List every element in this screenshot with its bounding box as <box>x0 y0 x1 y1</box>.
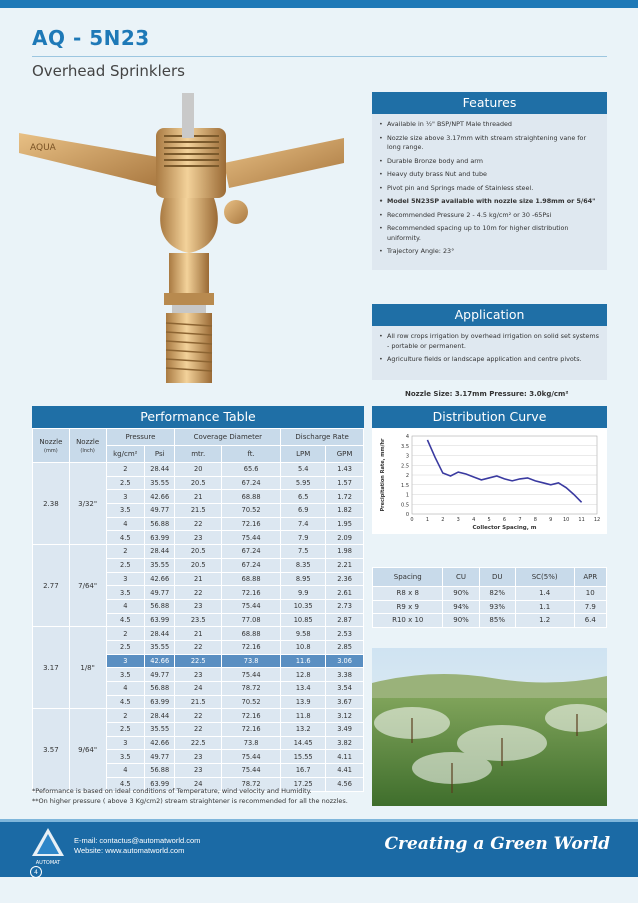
performance-cell: 72.16 <box>222 709 281 723</box>
performance-cell: 22 <box>175 586 222 600</box>
page-number: 4 <box>30 866 42 878</box>
performance-cell: 10.8 <box>281 640 326 654</box>
performance-cell: 67.24 <box>222 476 281 490</box>
performance-cell: 1.72 <box>326 490 364 504</box>
performance-cell: 3.12 <box>326 709 364 723</box>
performance-cell: 2.61 <box>326 586 364 600</box>
performance-cell: 70.52 <box>222 695 281 709</box>
performance-cell: 4.5 <box>106 777 145 791</box>
performance-cell: 49.77 <box>145 504 175 518</box>
performance-cell: 4 <box>106 764 145 778</box>
performance-cell: 11.8 <box>281 709 326 723</box>
nozzle-mm-cell: 2.77 <box>33 545 70 627</box>
y-tick-label: 1 <box>405 492 409 499</box>
spacing-cell: 1.2 <box>515 614 574 628</box>
performance-cell: 75.44 <box>222 599 281 613</box>
y-tick-label: 4 <box>405 434 409 440</box>
performance-cell: 3 <box>106 654 145 668</box>
x-tick-label: 3 <box>456 517 460 523</box>
performance-cell: 20.5 <box>175 558 222 572</box>
performance-cell: 3.82 <box>326 736 364 750</box>
performance-cell: 49.77 <box>145 668 175 682</box>
x-tick-label: 11 <box>578 517 585 523</box>
performance-cell: 2.87 <box>326 613 364 627</box>
performance-cell: 7.9 <box>281 531 326 545</box>
automat-logo-icon <box>28 826 68 866</box>
performance-cell: 35.55 <box>145 723 175 737</box>
sprinkler-photo <box>14 88 359 388</box>
performance-cell: 28.44 <box>145 463 175 477</box>
performance-cell: 21 <box>175 627 222 641</box>
performance-cell: 3.49 <box>326 723 364 737</box>
x-tick-label: 7 <box>518 517 522 523</box>
performance-cell: 9.9 <box>281 586 326 600</box>
performance-cell: 23 <box>175 764 222 778</box>
performance-cell: 23.5 <box>175 613 222 627</box>
feature-item: • Trajectory Angle: 23° <box>378 247 599 257</box>
performance-cell: 1.82 <box>326 504 364 518</box>
performance-cell: 42.66 <box>145 736 175 750</box>
spacing-cell: 82% <box>479 587 515 601</box>
aqua-logo-text: AQUA <box>30 143 56 153</box>
distribution-heading: Distribution Curve <box>372 406 607 428</box>
performance-cell: 8.95 <box>281 572 326 586</box>
performance-cell: 2.53 <box>326 627 364 641</box>
performance-cell: 35.55 <box>145 640 175 654</box>
performance-cell: 7.5 <box>281 545 326 559</box>
spacing-cell: R9 x 9 <box>373 600 443 614</box>
spacing-section <box>372 567 607 628</box>
gpm-header: GPM <box>326 446 364 463</box>
performance-cell: 28.44 <box>145 709 175 723</box>
performance-cell: 22 <box>175 709 222 723</box>
performance-cell: 77.08 <box>222 613 281 627</box>
distribution-chart <box>372 428 607 534</box>
x-tick-label: 1 <box>425 517 430 523</box>
performance-cell: 3.67 <box>326 695 364 709</box>
performance-cell: 56.88 <box>145 682 175 696</box>
psi-header: Psi <box>145 446 175 463</box>
performance-cell: 12.8 <box>281 668 326 682</box>
performance-cell: 72.16 <box>222 586 281 600</box>
feature-item: • Durable Bronze body and arm <box>378 157 599 167</box>
performance-cell: 6.9 <box>281 504 326 518</box>
performance-cell: 49.77 <box>145 750 175 764</box>
performance-cell: 1.57 <box>326 476 364 490</box>
performance-cell: 75.44 <box>222 750 281 764</box>
performance-cell: 49.77 <box>145 586 175 600</box>
feature-item: • Model 5N23SP available with nozzle size 1.98mm or 5/64" <box>378 197 599 207</box>
feature-item: • Nozzle size above 3.17mm with stream straightening vane for long range. <box>378 134 599 153</box>
nozzle-inch-cell: 1/8" <box>69 627 106 709</box>
performance-cell: 21 <box>175 572 222 586</box>
performance-cell: 75.44 <box>222 668 281 682</box>
page-title: AQ - 5N23 <box>32 26 150 50</box>
footnote-1: *Peformance is based on ideal conditions of Temperature, wind velocity and Humidity. <box>32 787 312 795</box>
footer <box>0 822 638 877</box>
performance-cell: 72.16 <box>222 723 281 737</box>
footer-website[interactable]: Website: www.automatworld.com <box>74 846 185 855</box>
y-tick-label: 2.5 <box>401 463 409 470</box>
features-heading: Features <box>372 92 607 114</box>
performance-cell: 42.66 <box>145 490 175 504</box>
performance-cell: 20 <box>175 463 222 477</box>
performance-cell: 24 <box>175 682 222 696</box>
performance-cell: 3.5 <box>106 750 145 764</box>
distribution-section <box>372 406 607 428</box>
x-tick-label: 5 <box>487 517 491 523</box>
page-subtitle: Overhead Sprinklers <box>32 62 185 80</box>
spacing-header-cell: Spacing <box>373 568 443 587</box>
spacing-cell: 1.4 <box>515 587 574 601</box>
performance-cell: 56.88 <box>145 517 175 531</box>
performance-cell: 2.5 <box>106 640 145 654</box>
spacing-cell: R10 x 10 <box>373 614 443 628</box>
nozzle-inch-cell: 3/32" <box>69 463 106 545</box>
performance-cell: 65.6 <box>222 463 281 477</box>
coverage-header: Coverage Diameter <box>175 429 281 446</box>
features-list <box>372 114 607 267</box>
performance-cell: 3.54 <box>326 682 364 696</box>
performance-cell: 3 <box>106 490 145 504</box>
pressure-header: Pressure <box>106 429 175 446</box>
performance-cell: 2.5 <box>106 723 145 737</box>
x-tick-label: 2 <box>441 517 445 523</box>
performance-cell: 63.99 <box>145 777 175 791</box>
footnotes <box>32 787 348 806</box>
y-tick-label: 2 <box>405 473 409 479</box>
irrigation-field-photo <box>372 648 607 806</box>
spacing-cell: R8 x 8 <box>373 587 443 601</box>
mtr-header: mtr. <box>175 446 222 463</box>
spacing-header-cell: APR <box>574 568 606 587</box>
performance-cell: 35.55 <box>145 476 175 490</box>
performance-cell: 68.88 <box>222 627 281 641</box>
performance-cell: 28.44 <box>145 545 175 559</box>
performance-table <box>32 428 364 792</box>
performance-cell: 5.4 <box>281 463 326 477</box>
performance-cell: 72.16 <box>222 517 281 531</box>
performance-cell: 1.95 <box>326 517 364 531</box>
performance-cell: 8.35 <box>281 558 326 572</box>
spacing-cell: 90% <box>443 587 479 601</box>
performance-cell: 22.5 <box>175 654 222 668</box>
feature-item: • Heavy duty brass Nut and tube <box>378 170 599 180</box>
spacing-row <box>373 614 607 628</box>
svg-text:AUTOMAT: AUTOMAT <box>35 860 61 866</box>
performance-cell: 35.55 <box>145 558 175 572</box>
performance-cell: 63.99 <box>145 531 175 545</box>
performance-row <box>33 627 364 641</box>
performance-cell: 78.72 <box>222 682 281 696</box>
performance-cell: 10.85 <box>281 613 326 627</box>
performance-cell: 78.72 <box>222 777 281 791</box>
y-tick-label: 0 <box>405 512 409 518</box>
spacing-cell: 93% <box>479 600 515 614</box>
nozzle-mm-cell: 2.38 <box>33 463 70 545</box>
performance-cell: 2.85 <box>326 640 364 654</box>
x-tick-label: 4 <box>472 517 476 523</box>
performance-cell: 3.5 <box>106 586 145 600</box>
performance-cell: 75.44 <box>222 764 281 778</box>
y-axis-label: Precipitation Rate, mm/hr <box>380 438 386 512</box>
spacing-row <box>373 600 607 614</box>
spacing-table <box>372 567 607 628</box>
nozzle-inch-header: Nozzle (Inch) <box>69 429 106 463</box>
title-divider <box>32 56 607 57</box>
performance-cell: 21.5 <box>175 695 222 709</box>
performance-cell: 2 <box>106 463 145 477</box>
discharge-header: Discharge Rate <box>281 429 364 446</box>
performance-cell: 56.88 <box>145 599 175 613</box>
performance-cell: 2 <box>106 627 145 641</box>
performance-heading: Performance Table <box>32 406 364 428</box>
spacing-header-cell: SC(5%) <box>515 568 574 587</box>
performance-cell: 4.11 <box>326 750 364 764</box>
spacing-header-cell: CU <box>443 568 479 587</box>
performance-cell: 22 <box>175 517 222 531</box>
feature-item: • Recommended spacing up to 10m for higher distribution uniformity. <box>378 224 599 243</box>
performance-cell: 73.8 <box>222 736 281 750</box>
performance-cell: 2.36 <box>326 572 364 586</box>
performance-cell: 2.21 <box>326 558 364 572</box>
performance-cell: 3 <box>106 736 145 750</box>
performance-cell: 20.5 <box>175 476 222 490</box>
performance-cell: 68.88 <box>222 490 281 504</box>
performance-cell: 7.4 <box>281 517 326 531</box>
performance-cell: 23 <box>175 668 222 682</box>
x-tick-label: 12 <box>593 517 601 523</box>
performance-cell: 11.6 <box>281 654 326 668</box>
application-item: • All row crops irrigation by overhead irrigation on solid set systems - portable or permanent. <box>378 332 599 351</box>
performance-cell: 68.88 <box>222 572 281 586</box>
performance-cell: 2.5 <box>106 476 145 490</box>
performance-cell: 72.16 <box>222 640 281 654</box>
kgcm-header: kg/cm² <box>106 446 145 463</box>
performance-cell: 13.2 <box>281 723 326 737</box>
x-tick-label: 9 <box>549 517 553 523</box>
performance-cell: 3.5 <box>106 504 145 518</box>
performance-cell: 2 <box>106 709 145 723</box>
performance-cell: 63.99 <box>145 695 175 709</box>
performance-cell: 22 <box>175 723 222 737</box>
spacing-header-cell: DU <box>479 568 515 587</box>
performance-cell: 13.4 <box>281 682 326 696</box>
performance-cell: 1.98 <box>326 545 364 559</box>
nozzle-mm-cell: 3.57 <box>33 709 70 791</box>
performance-cell: 23 <box>175 750 222 764</box>
spacing-cell: 10 <box>574 587 606 601</box>
performance-cell: 63.99 <box>145 613 175 627</box>
performance-cell: 23 <box>175 531 222 545</box>
performance-cell: 4.5 <box>106 695 145 709</box>
performance-cell: 3 <box>106 572 145 586</box>
performance-cell: 1.43 <box>326 463 364 477</box>
application-list <box>372 326 607 375</box>
performance-cell: 22.5 <box>175 736 222 750</box>
y-tick-label: 0.5 <box>401 502 409 509</box>
performance-cell: 2.73 <box>326 599 364 613</box>
performance-cell: 4.41 <box>326 764 364 778</box>
application-heading: Application <box>372 304 607 326</box>
performance-cell: 22 <box>175 640 222 654</box>
footnote-2: **On higher pressure ( above 3 Kg/cm2) stream straightener is recommended for all the nozzles. <box>32 796 348 805</box>
x-tick-label: 6 <box>502 517 507 523</box>
nozzle-mm-cell: 3.17 <box>33 627 70 709</box>
nozzle-inch-cell: 9/64" <box>69 709 106 791</box>
top-accent-bar <box>0 0 638 8</box>
spacing-cell: 85% <box>479 614 515 628</box>
x-tick-label: 10 <box>562 517 570 523</box>
performance-cell: 73.8 <box>222 654 281 668</box>
nozzle-mm-header: Nozzle (mm) <box>33 429 70 463</box>
feature-item: • Recommended Pressure 2 - 4.5 kg/cm² or 30 -65Psi <box>378 211 599 221</box>
feature-item: • Available in ½" BSP/NPT Male threaded <box>378 120 599 130</box>
performance-row <box>33 545 364 559</box>
performance-cell: 2 <box>106 545 145 559</box>
performance-cell: 4 <box>106 599 145 613</box>
ft-header: ft. <box>222 446 281 463</box>
performance-cell: 5.95 <box>281 476 326 490</box>
application-item: • Agriculture fields or landscape application and centre pivots. <box>378 355 599 365</box>
application-panel <box>372 304 607 380</box>
spacing-cell: 90% <box>443 614 479 628</box>
lpm-header: LPM <box>281 446 326 463</box>
performance-cell: 14.45 <box>281 736 326 750</box>
performance-cell: 24 <box>175 777 222 791</box>
y-tick-label: 1.5 <box>401 482 409 489</box>
performance-cell: 28.44 <box>145 627 175 641</box>
spacing-row <box>373 587 607 601</box>
feature-item: • Pivot pin and Springs made of Stainless steel. <box>378 184 599 194</box>
performance-cell: 4.56 <box>326 777 364 791</box>
y-tick-label: 3.5 <box>401 443 409 450</box>
performance-cell: 67.24 <box>222 545 281 559</box>
performance-cell: 16.7 <box>281 764 326 778</box>
performance-cell: 4 <box>106 517 145 531</box>
nozzle-pressure-info: Nozzle Size: 3.17mm Pressure: 3.0kg/cm² <box>405 390 569 398</box>
performance-cell: 20.5 <box>175 545 222 559</box>
x-tick-label: 0 <box>410 517 414 523</box>
footer-email[interactable]: E-mail: contactus@automatworld.com <box>74 836 201 845</box>
performance-row <box>33 709 364 723</box>
performance-cell: 15.55 <box>281 750 326 764</box>
performance-cell: 21 <box>175 490 222 504</box>
performance-cell: 4 <box>106 682 145 696</box>
features-panel <box>372 92 607 270</box>
y-tick-label: 3 <box>405 453 409 460</box>
performance-cell: 3.38 <box>326 668 364 682</box>
x-axis-label: Collector Spacing, m <box>472 525 537 531</box>
performance-cell: 2.09 <box>326 531 364 545</box>
spacing-cell: 1.1 <box>515 600 574 614</box>
performance-cell: 2.5 <box>106 558 145 572</box>
performance-cell: 17.25 <box>281 777 326 791</box>
spacing-cell: 94% <box>443 600 479 614</box>
performance-cell: 4.5 <box>106 531 145 545</box>
performance-cell: 3.5 <box>106 668 145 682</box>
footer-slogan: Creating a Green World <box>384 834 610 854</box>
performance-cell: 13.9 <box>281 695 326 709</box>
performance-section <box>32 406 364 792</box>
performance-cell: 4.5 <box>106 613 145 627</box>
performance-cell: 6.5 <box>281 490 326 504</box>
nozzle-inch-cell: 7/64" <box>69 545 106 627</box>
performance-cell: 42.66 <box>145 654 175 668</box>
performance-cell: 56.88 <box>145 764 175 778</box>
performance-cell: 75.44 <box>222 531 281 545</box>
spacing-cell: 7.9 <box>574 600 606 614</box>
performance-cell: 23 <box>175 599 222 613</box>
performance-cell: 10.35 <box>281 599 326 613</box>
footer-contact <box>74 836 200 856</box>
x-tick-label: 8 <box>533 517 537 523</box>
performance-cell: 3.06 <box>326 654 364 668</box>
spacing-cell: 6.4 <box>574 614 606 628</box>
performance-cell: 9.58 <box>281 627 326 641</box>
performance-row <box>33 463 364 477</box>
performance-cell: 70.52 <box>222 504 281 518</box>
performance-cell: 21.5 <box>175 504 222 518</box>
performance-cell: 42.66 <box>145 572 175 586</box>
performance-cell: 67.24 <box>222 558 281 572</box>
